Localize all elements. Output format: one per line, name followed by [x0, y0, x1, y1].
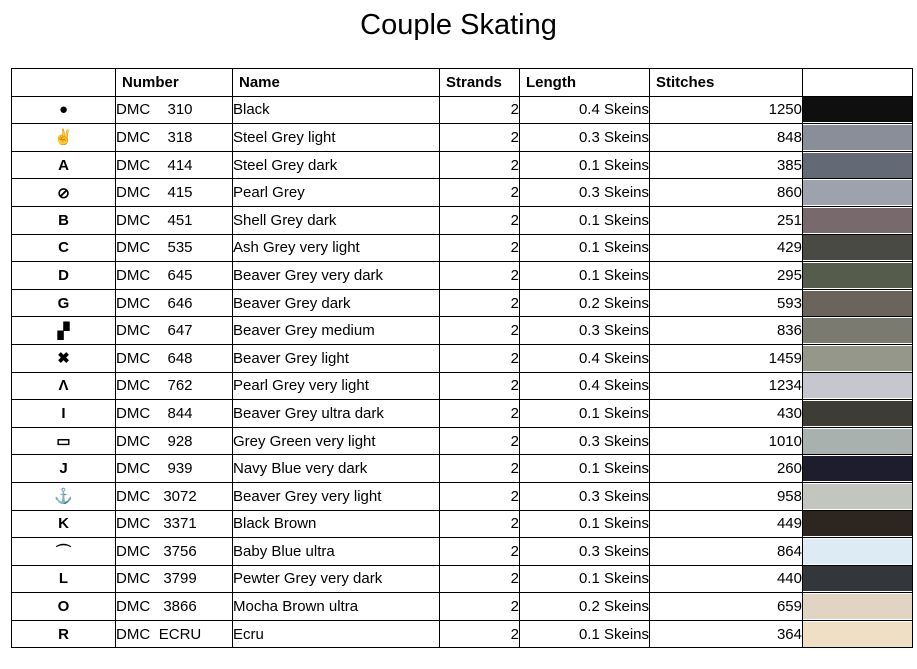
- thread-strands: 2: [440, 317, 520, 345]
- thread-length: 0.3 Skeins: [520, 538, 650, 566]
- header-strands: Strands: [440, 69, 520, 97]
- thread-number: [116, 565, 233, 593]
- table-row: [12, 455, 913, 483]
- thread-number: [116, 179, 233, 207]
- color-swatch: [803, 153, 912, 178]
- thread-stitches: 440: [650, 565, 803, 593]
- thread-brand: DMC: [116, 349, 151, 367]
- thread-name: Steel Grey dark: [233, 151, 440, 179]
- table-row: [12, 289, 913, 317]
- symbol-icon: D: [12, 262, 116, 290]
- thread-stitches: 364: [650, 620, 803, 648]
- thread-number: [116, 206, 233, 234]
- table-row: [12, 262, 913, 290]
- thread-number: [116, 372, 233, 400]
- color-swatch: [803, 125, 912, 150]
- color-swatch-cell: [803, 124, 913, 152]
- thread-brand: DMC: [116, 487, 151, 505]
- thread-brand: DMC: [116, 322, 151, 340]
- color-swatch: [803, 401, 912, 426]
- thread-code: 451: [167, 211, 193, 229]
- table-header-row: [12, 69, 913, 97]
- color-swatch-cell: [803, 510, 913, 538]
- thread-stitches: 430: [650, 400, 803, 428]
- thread-brand: DMC: [116, 294, 151, 312]
- table-row: [12, 510, 913, 538]
- thread-code: ECRU: [158, 625, 202, 643]
- thread-stitches: 1234: [650, 372, 803, 400]
- table-row: [12, 124, 913, 152]
- table-row: [12, 482, 913, 510]
- header-name: Name: [233, 69, 440, 97]
- thread-brand: DMC: [116, 128, 151, 146]
- table-row: [12, 234, 913, 262]
- symbol-icon: J: [12, 455, 116, 483]
- header-number: Number: [116, 69, 233, 97]
- color-swatch-cell: [803, 289, 913, 317]
- thread-name: Beaver Grey very dark: [233, 262, 440, 290]
- symbol-icon: A: [12, 151, 116, 179]
- header-length: Length: [520, 69, 650, 97]
- thread-brand: DMC: [116, 460, 151, 478]
- thread-number: [116, 593, 233, 621]
- thread-length: 0.2 Skeins: [520, 289, 650, 317]
- thread-code: 645: [167, 266, 193, 284]
- thread-code: 318: [167, 128, 193, 146]
- thread-length: 0.1 Skeins: [520, 234, 650, 262]
- color-swatch-cell: [803, 344, 913, 372]
- thread-code: 844: [167, 404, 193, 422]
- thread-number: [116, 455, 233, 483]
- symbol-icon: K: [12, 510, 116, 538]
- thread-stitches: 295: [650, 262, 803, 290]
- thread-name: Beaver Grey dark: [233, 289, 440, 317]
- thread-length: 0.4 Skeins: [520, 96, 650, 124]
- color-swatch: [803, 235, 912, 260]
- symbol-icon: Λ: [12, 372, 116, 400]
- thread-number: [116, 482, 233, 510]
- color-swatch-cell: [803, 565, 913, 593]
- thread-number: [116, 510, 233, 538]
- thread-name: Pewter Grey very dark: [233, 565, 440, 593]
- thread-brand: DMC: [116, 156, 151, 174]
- symbol-icon: I: [12, 400, 116, 428]
- thread-code: 646: [167, 294, 193, 312]
- color-swatch: [803, 566, 912, 591]
- color-swatch: [803, 429, 912, 454]
- thread-name: Black Brown: [233, 510, 440, 538]
- symbol-icon: O: [12, 593, 116, 621]
- thread-strands: 2: [440, 565, 520, 593]
- thread-length: 0.3 Skeins: [520, 179, 650, 207]
- color-swatch: [803, 484, 912, 509]
- color-swatch-cell: [803, 372, 913, 400]
- table-row: [12, 565, 913, 593]
- symbol-icon: ●: [12, 96, 116, 124]
- thread-stitches: 860: [650, 179, 803, 207]
- color-swatch-cell: [803, 620, 913, 648]
- thread-brand: DMC: [116, 377, 151, 395]
- thread-code: 928: [167, 432, 193, 450]
- thread-brand: DMC: [116, 404, 151, 422]
- thread-strands: 2: [440, 372, 520, 400]
- thread-brand: DMC: [116, 184, 151, 202]
- thread-stitches: 836: [650, 317, 803, 345]
- thread-name: Steel Grey light: [233, 124, 440, 152]
- table-row: [12, 593, 913, 621]
- color-swatch: [803, 346, 912, 371]
- header-color: [803, 69, 913, 97]
- thread-length: 0.1 Skeins: [520, 455, 650, 483]
- header-stitches: Stitches: [650, 69, 803, 97]
- thread-strands: 2: [440, 289, 520, 317]
- thread-name: Ash Grey very light: [233, 234, 440, 262]
- thread-code: 648: [167, 349, 193, 367]
- thread-stitches: 848: [650, 124, 803, 152]
- thread-brand: DMC: [116, 625, 151, 643]
- thread-length: 0.2 Skeins: [520, 593, 650, 621]
- symbol-icon: R: [12, 620, 116, 648]
- color-swatch: [803, 97, 912, 122]
- color-swatch: [803, 291, 912, 316]
- color-swatch-cell: [803, 262, 913, 290]
- thread-name: Black: [233, 96, 440, 124]
- symbol-icon: ▞: [12, 317, 116, 345]
- table-row: [12, 151, 913, 179]
- thread-strands: 2: [440, 427, 520, 455]
- thread-stitches: 1010: [650, 427, 803, 455]
- table-row: [12, 96, 913, 124]
- color-swatch-cell: [803, 482, 913, 510]
- table-row: [12, 427, 913, 455]
- color-swatch: [803, 456, 912, 481]
- thread-name: Beaver Grey very light: [233, 482, 440, 510]
- thread-stitches: 429: [650, 234, 803, 262]
- thread-stitches: 958: [650, 482, 803, 510]
- thread-number: [116, 234, 233, 262]
- thread-strands: 2: [440, 455, 520, 483]
- symbol-icon: ✖: [12, 344, 116, 372]
- symbol-icon: ✌: [12, 124, 116, 152]
- thread-strands: 2: [440, 234, 520, 262]
- thread-number: [116, 620, 233, 648]
- thread-length: 0.1 Skeins: [520, 620, 650, 648]
- thread-stitches: 260: [650, 455, 803, 483]
- symbol-icon: ⌒: [12, 538, 116, 566]
- thread-length: 0.3 Skeins: [520, 427, 650, 455]
- thread-stitches: 1250: [650, 96, 803, 124]
- color-swatch-cell: [803, 206, 913, 234]
- color-swatch: [803, 180, 912, 205]
- color-swatch-cell: [803, 96, 913, 124]
- thread-stitches: 864: [650, 538, 803, 566]
- color-swatch: [803, 539, 912, 564]
- thread-brand: DMC: [116, 598, 151, 616]
- thread-brand: DMC: [116, 101, 151, 119]
- thread-name: Shell Grey dark: [233, 206, 440, 234]
- thread-brand: DMC: [116, 570, 151, 588]
- table-row: [12, 620, 913, 648]
- color-swatch: [803, 622, 912, 647]
- thread-strands: 2: [440, 206, 520, 234]
- symbol-icon: B: [12, 206, 116, 234]
- thread-number: [116, 262, 233, 290]
- color-swatch-cell: [803, 151, 913, 179]
- thread-length: 0.3 Skeins: [520, 482, 650, 510]
- thread-code: 647: [167, 322, 193, 340]
- thread-name: Pearl Grey very light: [233, 372, 440, 400]
- thread-name: Ecru: [233, 620, 440, 648]
- thread-length: 0.4 Skeins: [520, 344, 650, 372]
- thread-code: 3799: [163, 570, 197, 588]
- color-swatch: [803, 208, 912, 233]
- thread-length: 0.1 Skeins: [520, 400, 650, 428]
- thread-stitches: 251: [650, 206, 803, 234]
- color-swatch-cell: [803, 538, 913, 566]
- table-row: [12, 372, 913, 400]
- color-swatch-cell: [803, 234, 913, 262]
- color-swatch-cell: [803, 455, 913, 483]
- color-swatch: [803, 511, 912, 536]
- color-swatch-cell: [803, 400, 913, 428]
- thread-name: Mocha Brown ultra: [233, 593, 440, 621]
- thread-strands: 2: [440, 124, 520, 152]
- thread-number: [116, 96, 233, 124]
- thread-name: Navy Blue very dark: [233, 455, 440, 483]
- symbol-icon: C: [12, 234, 116, 262]
- thread-brand: DMC: [116, 211, 151, 229]
- thread-name: Beaver Grey light: [233, 344, 440, 372]
- thread-code: 415: [167, 184, 193, 202]
- thread-stitches: 385: [650, 151, 803, 179]
- thread-number: [116, 124, 233, 152]
- table-row: [12, 206, 913, 234]
- thread-length: 0.1 Skeins: [520, 565, 650, 593]
- thread-code: 414: [167, 156, 193, 174]
- thread-number: [116, 289, 233, 317]
- thread-strands: 2: [440, 344, 520, 372]
- thread-number: [116, 344, 233, 372]
- thread-number: [116, 538, 233, 566]
- symbol-icon: ▭: [12, 427, 116, 455]
- thread-length: 0.1 Skeins: [520, 206, 650, 234]
- thread-brand: DMC: [116, 515, 151, 533]
- thread-number: [116, 317, 233, 345]
- thread-code: 3756: [163, 542, 197, 560]
- thread-code: 939: [167, 460, 193, 478]
- thread-code: 3072: [163, 487, 197, 505]
- thread-code: 310: [167, 101, 193, 119]
- thread-number: [116, 151, 233, 179]
- color-swatch: [803, 318, 912, 343]
- thread-strands: 2: [440, 400, 520, 428]
- color-swatch: [803, 594, 912, 619]
- table-row: [12, 538, 913, 566]
- thread-name: Pearl Grey: [233, 179, 440, 207]
- thread-length: 0.4 Skeins: [520, 372, 650, 400]
- thread-length: 0.1 Skeins: [520, 151, 650, 179]
- thread-stitches: 449: [650, 510, 803, 538]
- color-swatch-cell: [803, 593, 913, 621]
- thread-strands: 2: [440, 262, 520, 290]
- table-row: [12, 317, 913, 345]
- thread-brand: DMC: [116, 542, 151, 560]
- thread-stitches: 659: [650, 593, 803, 621]
- thread-code: 535: [167, 239, 193, 257]
- thread-brand: DMC: [116, 266, 151, 284]
- thread-brand: DMC: [116, 239, 151, 257]
- thread-brand: DMC: [116, 432, 151, 450]
- symbol-icon: ⊘: [12, 179, 116, 207]
- thread-number: [116, 427, 233, 455]
- symbol-icon: ⚓: [12, 482, 116, 510]
- thread-strands: 2: [440, 510, 520, 538]
- header-symbol: [12, 69, 116, 97]
- color-swatch-cell: [803, 427, 913, 455]
- color-swatch-cell: [803, 317, 913, 345]
- table-row: [12, 179, 913, 207]
- thread-number: [116, 400, 233, 428]
- thread-name: Baby Blue ultra: [233, 538, 440, 566]
- symbol-icon: G: [12, 289, 116, 317]
- thread-strands: 2: [440, 179, 520, 207]
- thread-code: 3371: [163, 515, 197, 533]
- thread-stitches: 1459: [650, 344, 803, 372]
- table-row: [12, 400, 913, 428]
- thread-strands: 2: [440, 151, 520, 179]
- thread-strands: 2: [440, 96, 520, 124]
- color-swatch-cell: [803, 179, 913, 207]
- color-swatch: [803, 263, 912, 288]
- thread-length: 0.1 Skeins: [520, 510, 650, 538]
- thread-name: Beaver Grey ultra dark: [233, 400, 440, 428]
- thread-strands: 2: [440, 482, 520, 510]
- thread-length: 0.3 Skeins: [520, 317, 650, 345]
- page-title: Couple Skating: [360, 9, 557, 41]
- thread-code: 3866: [163, 598, 197, 616]
- thread-length: 0.1 Skeins: [520, 262, 650, 290]
- thread-name: Beaver Grey medium: [233, 317, 440, 345]
- thread-strands: 2: [440, 620, 520, 648]
- table-row: [12, 344, 913, 372]
- symbol-icon: L: [12, 565, 116, 593]
- thread-legend-table: [11, 68, 913, 648]
- thread-stitches: 593: [650, 289, 803, 317]
- thread-length: 0.3 Skeins: [520, 124, 650, 152]
- thread-name: Grey Green very light: [233, 427, 440, 455]
- thread-strands: 2: [440, 538, 520, 566]
- color-swatch: [803, 373, 912, 398]
- thread-strands: 2: [440, 593, 520, 621]
- thread-code: 762: [167, 377, 193, 395]
